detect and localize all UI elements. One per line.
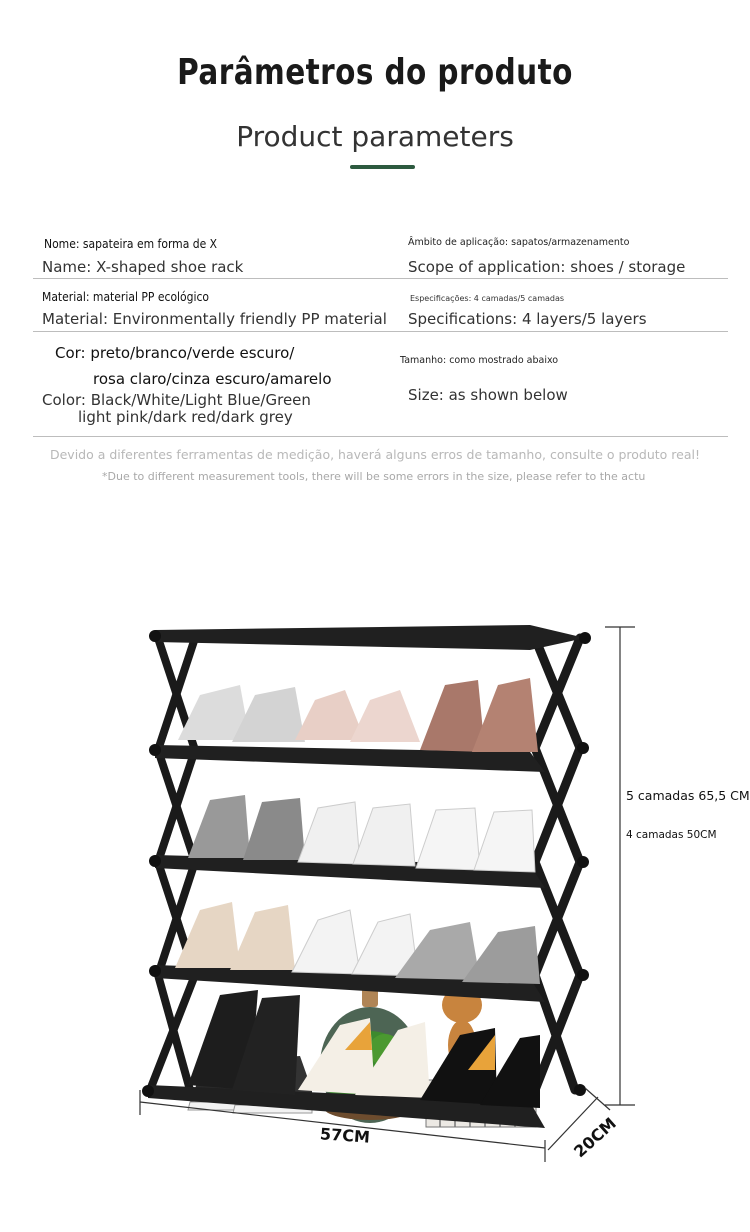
page-subtitle: Product parameters (236, 120, 514, 153)
table-divider (33, 278, 728, 279)
param-color-pt-line2: rosa claro/cinza escuro/amarelo (93, 370, 332, 388)
param-material-pt: Material: material PP ecológico (42, 290, 210, 304)
depth-label: 20CM (570, 1113, 620, 1162)
param-scope-pt: Âmbito de aplicação: sapatos/armazenamento (408, 237, 630, 248)
width-label: 57CM (319, 1124, 371, 1147)
rack-frame-right (535, 638, 580, 1090)
disclaimer-en: *Due to different measurement tools, there will be some errors in the size, please refer to the actu (102, 470, 646, 483)
param-size-en: Size: as shown below (408, 386, 568, 404)
param-color-pt-line1: Cor: preto/branco/verde escuro/ (55, 344, 295, 362)
disclaimer-pt: Devido a diferentes ferramentas de medição, haverá alguns erros de tamanho, consulte o produto real! (49, 447, 701, 462)
param-spec-pt: Especificações: 4 camadas/5 camadas (410, 294, 565, 303)
height-5-layers-label: 5 camadas 65,5 CM (626, 788, 750, 803)
height-dimension-line (605, 627, 635, 1105)
title-underline (350, 165, 415, 169)
param-color-en-line2: light pink/dark red/dark grey (78, 408, 293, 426)
param-size-pt: Tamanho: como mostrado abaixo (400, 355, 559, 366)
page-title: Parâmetros do produto (177, 52, 573, 93)
param-scope-en: Scope of application: shoes / storage (408, 258, 686, 276)
table-divider (33, 331, 728, 332)
param-name-pt: Nome: sapateira em forma de X (44, 237, 218, 251)
param-name-en: Name: X-shaped shoe rack (42, 258, 244, 276)
table-divider (33, 436, 728, 437)
shoes-row-1 (178, 678, 538, 752)
param-spec-en: Specifications: 4 layers/5 layers (408, 310, 647, 328)
param-material-en: Material: Environmentally friendly PP material (42, 310, 387, 328)
param-color-en-line1: Color: Black/White/Light Blue/Green (42, 391, 311, 409)
height-4-layers-label: 4 camadas 50CM (626, 829, 717, 841)
